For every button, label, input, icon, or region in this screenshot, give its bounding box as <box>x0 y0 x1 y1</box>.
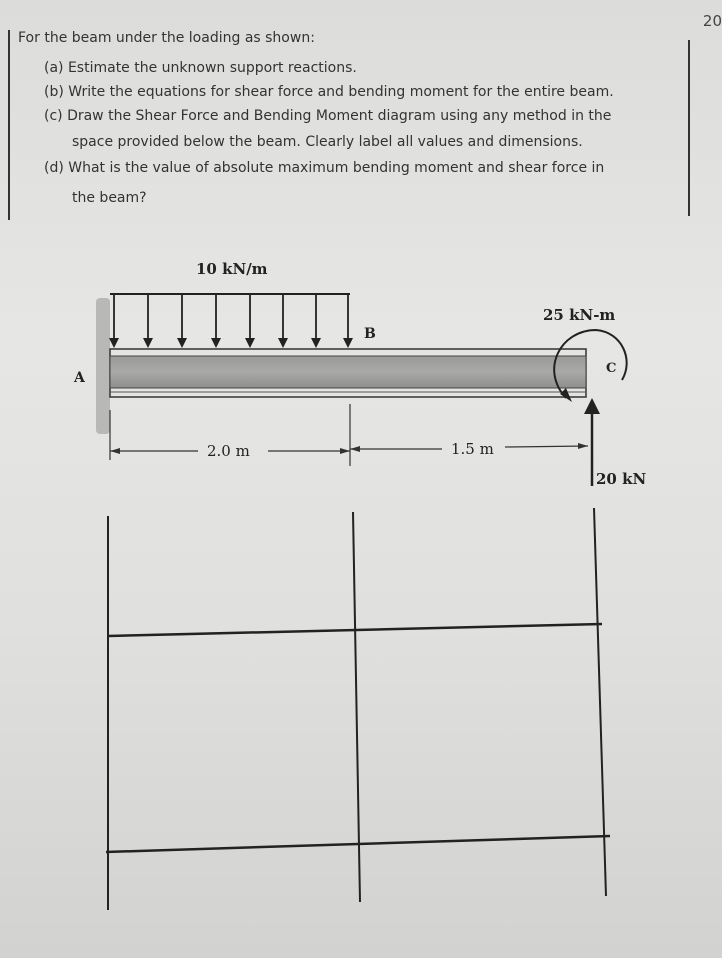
question-item-d: (d) What is the value of absolute maximum bending moment and shear force in <box>44 160 605 176</box>
point-a-label: A <box>74 370 85 386</box>
udl-label: 10 kN/m <box>196 260 268 278</box>
question-item-d-continuation: the beam? <box>72 190 147 206</box>
question-item-a: (a) Estimate the unknown support reactions. <box>44 60 357 76</box>
udl-load <box>109 294 353 348</box>
point-c-label: C <box>606 361 617 376</box>
question-intro: For the beam under the loading as shown: <box>18 30 315 46</box>
point-b-label: B <box>364 326 376 342</box>
page-number: 20 <box>702 12 722 30</box>
answer-grid <box>106 508 610 910</box>
fixed-support-a <box>96 298 110 434</box>
span-ab-label: 2.0 m <box>207 442 250 460</box>
question-item-b: (b) Write the equations for shear force and bending moment for the entire beam. <box>44 84 614 100</box>
question-item-c-continuation: space provided below the beam. Clearly label all values and dimensions. <box>72 134 583 150</box>
question-item-c: (c) Draw the Shear Force and Bending Moment diagram using any method in the <box>44 108 612 124</box>
beam-body <box>110 349 586 397</box>
span-bc-label: 1.5 m <box>451 440 494 458</box>
moment-label: 25 kN-m <box>543 306 616 324</box>
force-label: 20 kN <box>596 470 647 488</box>
dimension-line <box>110 404 588 466</box>
